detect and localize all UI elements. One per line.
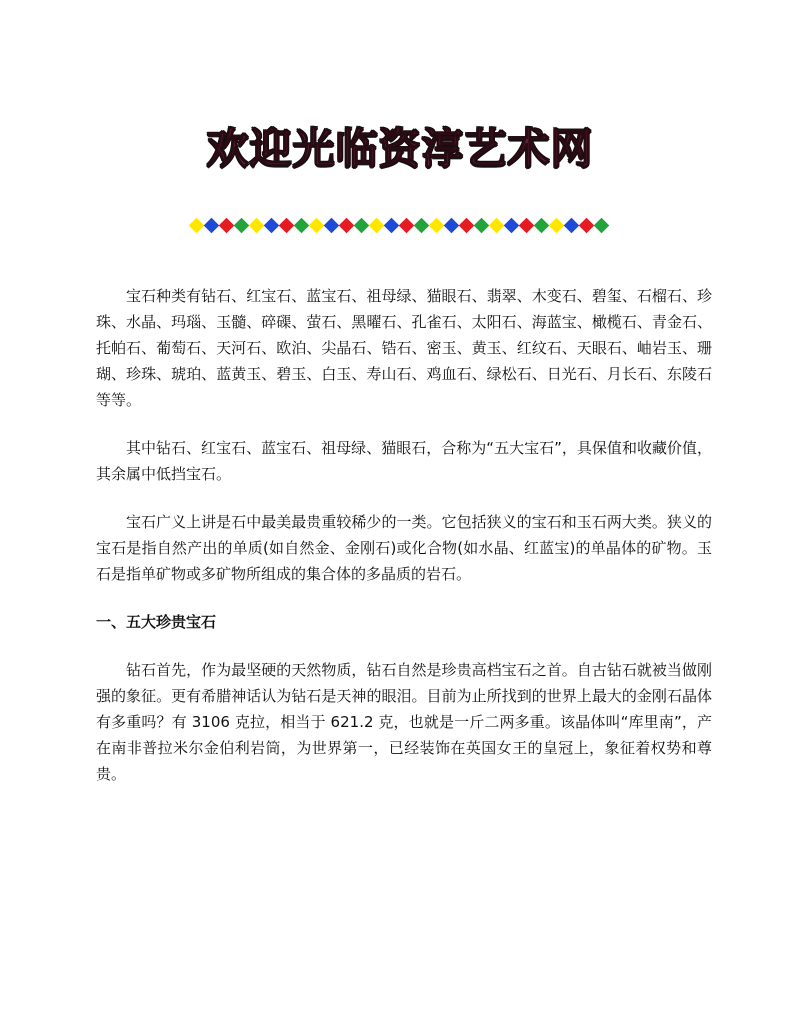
decorative-divider <box>190 216 614 234</box>
diamond-icon <box>474 217 490 233</box>
diamond-icon <box>459 217 475 233</box>
diamond-icon <box>549 217 565 233</box>
diamond-icon <box>369 217 385 233</box>
diamond-icon <box>579 217 595 233</box>
diamond-icon <box>219 217 235 233</box>
title-banner <box>0 116 800 176</box>
paragraph-diamond: 钻石首先，作为最坚硬的天然物质，钻石自然是珍贵高档宝石之首。自古钻石就被当做刚强的象征。更有希腊神话认为钻石是天神的眼泪。目前为止所找到的世界上最大的金刚石晶体有多重吗？有 3106 克拉，相当于 621.2 克，也就是一斤二两多重。该晶体叫“库里南”，产在南非普拉米尔金伯利岩筒，为世界第一，已经装饰在英国女王的皇冠上，象征着权势和尊贵。 <box>96 661 712 783</box>
diamond-icon <box>324 217 340 233</box>
diamond-icon <box>504 217 520 233</box>
diamond-icon <box>279 217 295 233</box>
page-title: 欢迎光临资淳艺术网 <box>206 124 594 173</box>
paragraph-five-gems: 其中钻石、红宝石、蓝宝石、祖母绿、猫眼石，合称为“五大宝石”，具保值和收藏价值，其余属中低挡宝石。 <box>96 439 712 483</box>
diamond-icon <box>294 217 310 233</box>
diamond-icon <box>534 217 550 233</box>
diamond-icon <box>264 217 280 233</box>
diamond-icon <box>594 217 610 233</box>
diamond-icon <box>204 217 220 233</box>
diamond-icon <box>399 217 415 233</box>
diamond-icon <box>414 217 430 233</box>
diamond-icon <box>249 217 265 233</box>
diamond-icon <box>519 217 535 233</box>
diamond-icon <box>489 217 505 233</box>
diamond-icon <box>354 217 370 233</box>
diamond-icon <box>564 217 580 233</box>
diamond-icon <box>309 217 325 233</box>
paragraph-gem-definition: 宝石广义上讲是石中最美最贵重较稀少的一类。它包括狭义的宝石和玉石两大类。狭义的宝石是指自然产出的单质(如自然金、金刚石)或化合物(如水晶、红蓝宝)的单晶体的矿物。玉石是指单矿物或多矿物所组成的集合体的多晶质的岩石。 <box>96 513 712 583</box>
paragraph-gem-types: 宝石种类有钻石、红宝石、蓝宝石、祖母绿、猫眼石、翡翠、木变石、碧玺、石榴石、珍珠、水晶、玛瑙、玉髓、碎磲、萤石、黑曜石、孔雀石、太阳石、海蓝宝、橄榄石、青金石、托帕石、葡萄石、天河石、欧泊、尖晶石、锆石、密玉、黄玉、红纹石、天眼石、岫岩玉、珊瑚、珍珠、琥珀、蓝黄玉、碧玉、白玉、寿山石、鸡血石、绿松石、日光石、月长石、东陵石等等。 <box>96 287 712 409</box>
diamond-icon <box>189 217 205 233</box>
section-heading: 一、五大珍贵宝石 <box>96 613 217 631</box>
diamond-icon <box>444 217 460 233</box>
diamond-icon <box>429 217 445 233</box>
diamond-icon <box>384 217 400 233</box>
article-content <box>96 283 712 809</box>
diamond-icon <box>339 217 355 233</box>
diamond-icon <box>234 217 250 233</box>
